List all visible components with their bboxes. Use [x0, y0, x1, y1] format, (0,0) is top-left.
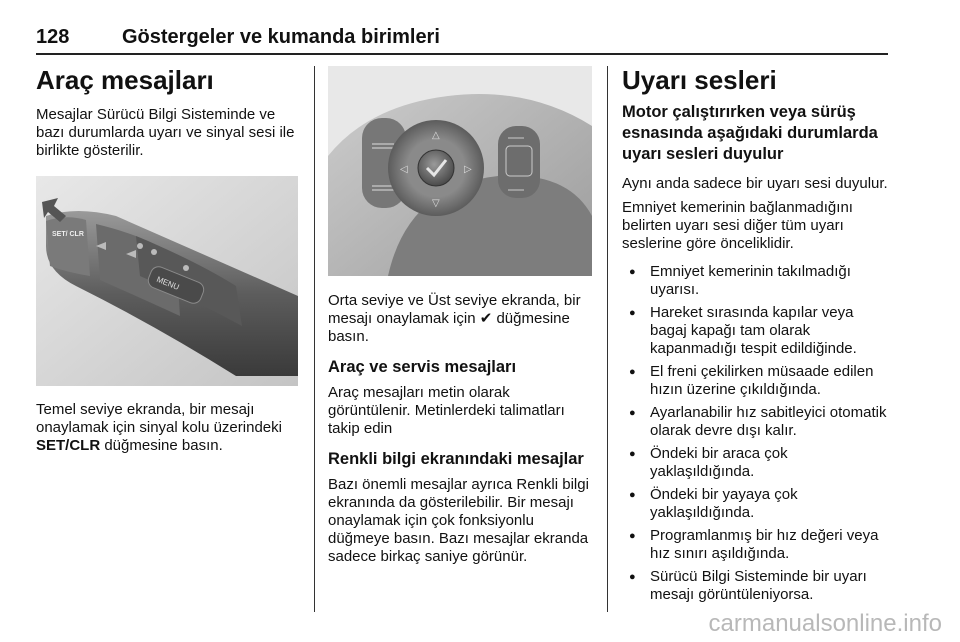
right-arrow-icon: ▷ [464, 164, 472, 175]
heading-color-display-messages: Renkli bilgi ekranındaki mesajlar [328, 450, 584, 468]
color-display-paragraph: Bazı önemli mesajlar ayrıca Renkli bilgi ekranında da gösterilebilir. Bir mesajı onaylamak için çok fonksiyonlu düğmeye basın. Bazı mesajlar ekranda sadece birkaç saniye görünür. [328, 476, 589, 565]
figure-steering-controls [328, 66, 592, 276]
warning-list [622, 263, 890, 604]
down-arrow-icon: ▽ [432, 198, 440, 209]
figure-signal-lever [36, 176, 298, 386]
warning-paragraph-2: Emniyet kemerinin bağlanmadığını belirten uyarı sesi diğer tüm uyarı seslerine göre önceliklidir. [622, 199, 853, 252]
warning-sounds-subtitle: Motor çalıştırırken veya sürüş esnasında aşağıdaki durumlarda uyarı sesleri duyulur [622, 103, 878, 163]
menu-button-label: MENU [155, 274, 181, 292]
figure-2-caption: Orta seviye ve Üst seviye ekranda, bir mesajı onaylamak için ✔ düğmesine basın. [328, 292, 581, 345]
column-divider-1 [314, 66, 315, 612]
intro-paragraph: Mesajlar Sürücü Bilgi Sisteminde ve bazı durumlarda uyarı ve sinyal sesi ile birlikte gösterilir. [36, 106, 295, 159]
set-clr-label: SET/ CLR [52, 231, 84, 238]
warning-paragraph-1: Aynı anda sadece bir uyarı sesi duyulur. [622, 175, 888, 192]
set-clr-term: SET/CLR [36, 437, 101, 454]
column-1-caption [36, 401, 300, 455]
page-header [36, 26, 888, 52]
list-item: ● Sürücü Bilgi Sisteminde bir uyarı mesajı görüntüleniyorsa. [622, 568, 890, 604]
section-title-warning-sounds: Uyarı sesleri [622, 65, 777, 95]
column-divider-2 [607, 66, 608, 612]
list-item: ● Hareket sırasında kapılar veya bagaj kapağı tam olarak kapanmadığı tespit edildiğinde. [622, 304, 890, 358]
list-item: ● Öndeki bir yayaya çok yaklaşıldığında. [622, 486, 890, 522]
section-title-messages: Araç mesajları [36, 65, 214, 95]
page-number: 128 [36, 26, 70, 48]
chapter-title: Göstergeler ve kumanda birimleri [122, 26, 440, 48]
list-item: ● Emniyet kemerinin takılmadığı uyarısı. [622, 263, 890, 299]
watermark: carmanualsonline.info [708, 610, 942, 637]
figure-1-caption: Temel seviye ekranda, bir mesajı onaylamak için sinyal kolu üzerindeki SET/CLR düğmesine basın. [36, 401, 282, 454]
column-2 [328, 292, 596, 566]
list-item: ● Öndeki bir araca çok yaklaşıldığında. [622, 445, 890, 481]
signal-lever-illustration [36, 176, 298, 386]
left-arrow-icon: ◁ [400, 164, 408, 175]
header-rule [36, 53, 888, 55]
up-arrow-icon: △ [432, 130, 440, 141]
list-item: ● Ayarlanabilir hız sabitleyici otomatik olarak devre dışı kalır. [622, 404, 890, 440]
heading-vehicle-messages: Araç ve servis mesajları [328, 358, 517, 376]
list-item: ● El freni çekilirken müsaade edilen hızın üzerine çıkıldığında. [622, 363, 890, 399]
column-1 [36, 64, 300, 160]
column-3 [622, 64, 890, 609]
vehicle-messages-paragraph: Araç mesajları metin olarak görüntülenir. Metinlerdeki talimatları takip edin [328, 384, 565, 437]
steering-controls-illustration [328, 66, 592, 276]
list-item: ● Programlanmış bir hız değeri veya hız sınırı aşıldığında. [622, 527, 890, 563]
